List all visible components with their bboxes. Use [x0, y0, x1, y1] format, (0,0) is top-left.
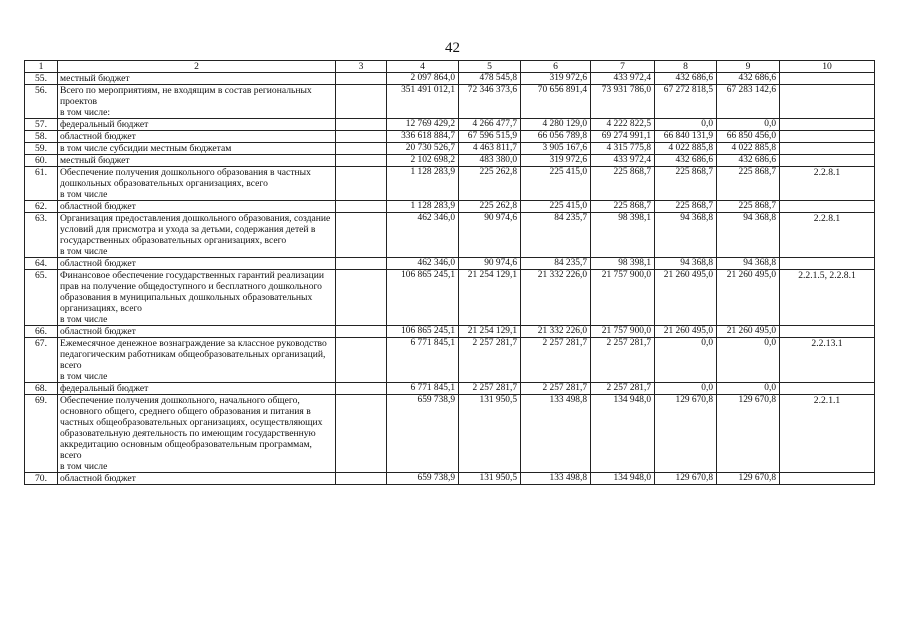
cell-col8: 0,0	[655, 338, 717, 383]
table-row	[25, 167, 875, 201]
table-row	[25, 395, 875, 473]
cell-col4: 336 618 884,7	[387, 131, 459, 143]
table-row	[25, 473, 875, 485]
cell-col9: 129 670,8	[717, 473, 780, 485]
table-row	[25, 270, 875, 326]
cell-col5: 21 254 129,1	[459, 270, 521, 326]
row-code	[780, 201, 875, 213]
cell-col9: 129 670,8	[717, 395, 780, 473]
cell-col8: 94 368,8	[655, 258, 717, 270]
cell-col9: 21 260 495,0	[717, 270, 780, 326]
cell-col8: 94 368,8	[655, 213, 717, 258]
column-header: 6	[521, 61, 591, 73]
table-row	[25, 73, 875, 85]
row-name: областной бюджет	[58, 201, 336, 213]
row-name: местный бюджет	[58, 155, 336, 167]
cell-col3	[336, 270, 387, 326]
row-code	[780, 473, 875, 485]
cell-col7: 98 398,1	[591, 258, 655, 270]
cell-col4: 6 771 845,1	[387, 338, 459, 383]
cell-col5: 225 262,8	[459, 167, 521, 201]
row-name: в том числе субсидии местным бюджетам	[58, 143, 336, 155]
cell-col7: 21 757 900,0	[591, 270, 655, 326]
column-header: 7	[591, 61, 655, 73]
cell-col7: 433 972,4	[591, 73, 655, 85]
row-code	[780, 143, 875, 155]
cell-col3	[336, 326, 387, 338]
row-number: 62.	[25, 201, 58, 213]
column-header: 3	[336, 61, 387, 73]
cell-col6: 2 257 281,7	[521, 338, 591, 383]
cell-col9: 0,0	[717, 338, 780, 383]
cell-col9: 0,0	[717, 383, 780, 395]
row-number: 64.	[25, 258, 58, 270]
cell-col5: 4 463 811,7	[459, 143, 521, 155]
cell-col6: 2 257 281,7	[521, 383, 591, 395]
cell-col8: 432 686,6	[655, 73, 717, 85]
cell-col3	[336, 213, 387, 258]
cell-col8: 129 670,8	[655, 395, 717, 473]
row-number: 65.	[25, 270, 58, 326]
table-row	[25, 201, 875, 213]
row-name: федеральный бюджет	[58, 119, 336, 131]
row-number: 69.	[25, 395, 58, 473]
cell-col3	[336, 383, 387, 395]
row-code	[780, 326, 875, 338]
cell-col3	[336, 395, 387, 473]
table-row	[25, 119, 875, 131]
cell-col3	[336, 143, 387, 155]
cell-col4: 106 865 245,1	[387, 270, 459, 326]
cell-col3	[336, 73, 387, 85]
row-code: 2.2.13.1	[780, 338, 875, 383]
row-number: 56.	[25, 85, 58, 119]
row-number: 58.	[25, 131, 58, 143]
cell-col6: 66 056 789,8	[521, 131, 591, 143]
cell-col6: 319 972,6	[521, 155, 591, 167]
column-header: 8	[655, 61, 717, 73]
cell-col3	[336, 85, 387, 119]
row-number: 67.	[25, 338, 58, 383]
table-row	[25, 338, 875, 383]
cell-col7: 134 948,0	[591, 395, 655, 473]
page-number: 42	[445, 40, 460, 56]
cell-col5: 67 596 515,9	[459, 131, 521, 143]
row-code	[780, 383, 875, 395]
cell-col5: 225 262,8	[459, 201, 521, 213]
cell-col6: 319 972,6	[521, 73, 591, 85]
cell-col8: 0,0	[655, 383, 717, 395]
cell-col8: 225 868,7	[655, 167, 717, 201]
column-header: 4	[387, 61, 459, 73]
row-name: Обеспечение получения дошкольного образования в частных дошкольных образовательных организациях, всего в том числе	[58, 167, 336, 201]
row-code	[780, 73, 875, 85]
cell-col4: 2 097 864,0	[387, 73, 459, 85]
row-name: федеральный бюджет	[58, 383, 336, 395]
cell-col8: 21 260 495,0	[655, 270, 717, 326]
cell-col4: 12 769 429,2	[387, 119, 459, 131]
row-code	[780, 119, 875, 131]
row-name: Всего по мероприятиям, не входящим в состав региональных проектов в том числе:	[58, 85, 336, 119]
column-header: 10	[780, 61, 875, 73]
table-row	[25, 131, 875, 143]
budget-table	[24, 60, 875, 485]
row-code: 2.2.8.1	[780, 167, 875, 201]
cell-col3	[336, 119, 387, 131]
cell-col9: 225 868,7	[717, 167, 780, 201]
table-header-row	[25, 61, 875, 73]
cell-col3	[336, 201, 387, 213]
column-header: 9	[717, 61, 780, 73]
cell-col5: 90 974,6	[459, 213, 521, 258]
cell-col7: 4 315 775,8	[591, 143, 655, 155]
cell-col4: 2 102 698,2	[387, 155, 459, 167]
cell-col8: 21 260 495,0	[655, 326, 717, 338]
row-code: 2.2.8.1	[780, 213, 875, 258]
cell-col9: 66 850 456,0	[717, 131, 780, 143]
row-code	[780, 85, 875, 119]
cell-col5: 21 254 129,1	[459, 326, 521, 338]
cell-col3	[336, 258, 387, 270]
cell-col6: 3 905 167,6	[521, 143, 591, 155]
cell-col5: 72 346 373,6	[459, 85, 521, 119]
row-code	[780, 258, 875, 270]
cell-col5: 2 257 281,7	[459, 383, 521, 395]
row-name: Обеспечение получения дошкольного, начального общего, основного общего, среднего общего образования и питания в частных общеобразовательных организациях, осуществляющих образовательную деятельность по имеющим государственную аккредитацию основным общеобразовательным программам, всего в том числе	[58, 395, 336, 473]
row-code	[780, 131, 875, 143]
cell-col6: 133 498,8	[521, 395, 591, 473]
row-name: областной бюджет	[58, 131, 336, 143]
row-name: областной бюджет	[58, 473, 336, 485]
row-code: 2.2.1.5, 2.2.8.1	[780, 270, 875, 326]
cell-col5: 483 380,0	[459, 155, 521, 167]
cell-col7: 433 972,4	[591, 155, 655, 167]
cell-col6: 21 332 226,0	[521, 326, 591, 338]
cell-col9: 432 686,6	[717, 155, 780, 167]
row-number: 61.	[25, 167, 58, 201]
cell-col8: 129 670,8	[655, 473, 717, 485]
cell-col7: 4 222 822,5	[591, 119, 655, 131]
row-name: Финансовое обеспечение государственных гарантий реализации прав на получение общедоступного и бесплатного дошкольного образования в муниципальных дошкольных образовательных организациях, всего в том числе	[58, 270, 336, 326]
cell-col6: 225 415,0	[521, 201, 591, 213]
cell-col6: 70 656 891,4	[521, 85, 591, 119]
table-row	[25, 258, 875, 270]
cell-col9: 4 022 885,8	[717, 143, 780, 155]
table-row	[25, 155, 875, 167]
cell-col9: 0,0	[717, 119, 780, 131]
cell-col8: 432 686,6	[655, 155, 717, 167]
cell-col5: 131 950,5	[459, 395, 521, 473]
row-name: областной бюджет	[58, 326, 336, 338]
cell-col7: 225 868,7	[591, 201, 655, 213]
cell-col4: 6 771 845,1	[387, 383, 459, 395]
cell-col7: 225 868,7	[591, 167, 655, 201]
cell-col3	[336, 473, 387, 485]
cell-col3	[336, 155, 387, 167]
row-number: 70.	[25, 473, 58, 485]
row-number: 63.	[25, 213, 58, 258]
cell-col8: 0,0	[655, 119, 717, 131]
row-code: 2.2.1.1	[780, 395, 875, 473]
cell-col3	[336, 167, 387, 201]
row-number: 59.	[25, 143, 58, 155]
cell-col4: 659 738,9	[387, 473, 459, 485]
table-row	[25, 213, 875, 258]
cell-col7: 73 931 786,0	[591, 85, 655, 119]
row-number: 66.	[25, 326, 58, 338]
cell-col6: 133 498,8	[521, 473, 591, 485]
row-number: 55.	[25, 73, 58, 85]
cell-col6: 21 332 226,0	[521, 270, 591, 326]
row-name: областной бюджет	[58, 258, 336, 270]
row-name: местный бюджет	[58, 73, 336, 85]
cell-col9: 225 868,7	[717, 201, 780, 213]
row-name: Организация предоставления дошкольного образования, создание условий для присмотра и ухода за детьми, содержания детей в государственных образовательных организациях, всего в том числе	[58, 213, 336, 258]
cell-col9: 94 368,8	[717, 258, 780, 270]
row-number: 60.	[25, 155, 58, 167]
cell-col7: 21 757 900,0	[591, 326, 655, 338]
cell-col9: 432 686,6	[717, 73, 780, 85]
table-row	[25, 383, 875, 395]
cell-col5: 2 257 281,7	[459, 338, 521, 383]
cell-col8: 225 868,7	[655, 201, 717, 213]
row-number: 57.	[25, 119, 58, 131]
cell-col3	[336, 338, 387, 383]
cell-col8: 67 272 818,5	[655, 85, 717, 119]
column-header: 5	[459, 61, 521, 73]
cell-col6: 4 280 129,0	[521, 119, 591, 131]
cell-col4: 659 738,9	[387, 395, 459, 473]
cell-col7: 98 398,1	[591, 213, 655, 258]
row-number: 68.	[25, 383, 58, 395]
row-code	[780, 155, 875, 167]
table-row	[25, 326, 875, 338]
row-name: Ежемесячное денежное вознаграждение за классное руководство педагогическим работникам общеобразовательных организаций, всего в том числе	[58, 338, 336, 383]
cell-col3	[336, 131, 387, 143]
column-header: 1	[25, 61, 58, 73]
cell-col4: 1 128 283,9	[387, 201, 459, 213]
cell-col8: 66 840 131,9	[655, 131, 717, 143]
cell-col5: 4 266 477,7	[459, 119, 521, 131]
cell-col8: 4 022 885,8	[655, 143, 717, 155]
table-row	[25, 143, 875, 155]
cell-col4: 351 491 012,1	[387, 85, 459, 119]
cell-col4: 20 730 526,7	[387, 143, 459, 155]
cell-col7: 69 274 991,1	[591, 131, 655, 143]
cell-col6: 84 235,7	[521, 213, 591, 258]
cell-col5: 478 545,8	[459, 73, 521, 85]
cell-col4: 106 865 245,1	[387, 326, 459, 338]
cell-col7: 2 257 281,7	[591, 338, 655, 383]
cell-col9: 21 260 495,0	[717, 326, 780, 338]
cell-col6: 225 415,0	[521, 167, 591, 201]
cell-col4: 462 346,0	[387, 213, 459, 258]
cell-col4: 462 346,0	[387, 258, 459, 270]
cell-col6: 84 235,7	[521, 258, 591, 270]
cell-col7: 2 257 281,7	[591, 383, 655, 395]
table-row	[25, 85, 875, 119]
cell-col5: 90 974,6	[459, 258, 521, 270]
cell-col4: 1 128 283,9	[387, 167, 459, 201]
cell-col5: 131 950,5	[459, 473, 521, 485]
cell-col9: 94 368,8	[717, 213, 780, 258]
column-header: 2	[58, 61, 336, 73]
cell-col7: 134 948,0	[591, 473, 655, 485]
cell-col9: 67 283 142,6	[717, 85, 780, 119]
